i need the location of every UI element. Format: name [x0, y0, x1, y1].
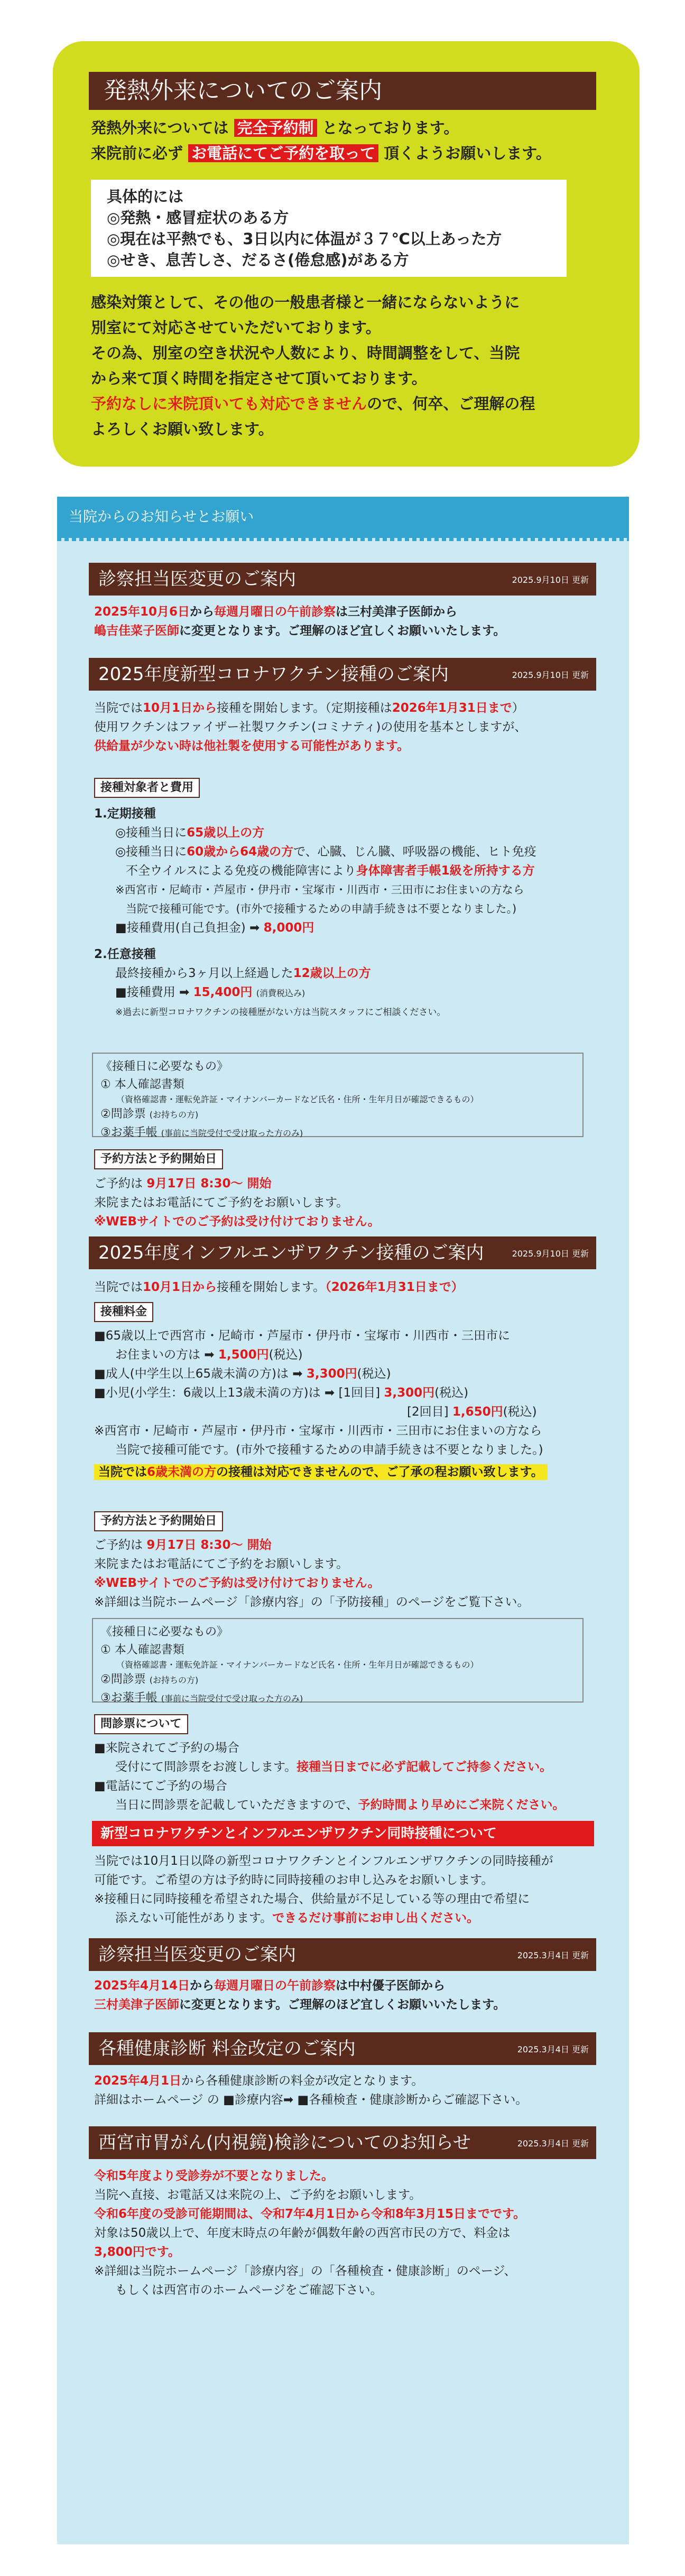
notice-date: 2025.9月10日 更新 [512, 670, 589, 680]
phone-reservation-highlight: お電話にてご予約を取って [188, 144, 378, 162]
notice-doctor-change-bar [89, 563, 596, 596]
flu-required-items-box: 《接種日に必要なもの》 ① 本人確認書類 （資格確認書・運転免許証・マイナンバーカードなど氏名・住所・生年月日が確認できるもの） ②問診票 (お持ちの方) ③お薬手帳 (事前に当院受付で受け取った方のみ) [92, 1618, 584, 1703]
covid-routine-fee: 8,000円 [263, 921, 314, 935]
fever-criteria-title: 具体的には [107, 188, 184, 206]
notice-body: 2025年4月14日から毎週月曜日の午前診察は中村優子医師から 三村美津子医師に変更となります。ご理解のほど宜しくお願いいたします。 [94, 1979, 506, 2012]
notice-flu-vaccine-bar [89, 1236, 596, 1269]
covid-reservation-info: ご予約は 9月17日 8:30～ 開始 来院またはお電話にてご予約をお願いします。 ※WEBサイトでのご予約は受け付けておりません。 [94, 1177, 380, 1229]
notice-body: 当院では10月1日から接種を開始します。（定期接種は2026年1月31日まで） 使用ワクチンはファイザー社製ワクチン(コミナティ)の使用を基本としますが、 供給量が少ない時は他社製を使用する可能性があります。 [94, 701, 527, 753]
fever-criteria-item: ◎現在は平熱でも、3日以内に体温が３７℃以上あった方 [107, 230, 502, 248]
notice-date: 2025.3月4日 更新 [517, 2044, 589, 2054]
fever-clinic-title: 発熱外来についてのご案内 [89, 72, 596, 110]
reservation-subheading: 予約方法と予約開始日 [94, 1149, 223, 1169]
reservation-only-highlight: 完全予約制 [234, 119, 317, 137]
fever-criteria-item: ◎せき、息苦しさ、だるさ(倦怠感)がある方 [107, 251, 409, 269]
notice-date: 2025.9月10日 更新 [512, 1249, 589, 1259]
notice-date: 2025.3月4日 更新 [517, 1950, 589, 1960]
notice-body: 当院では10月1日から接種を開始します。（2026年1月31日まで） [94, 1280, 464, 1294]
fever-clinic-intro: 発熱外来については 完全予約制 となっております。 来院前に必ず お電話にてご予約を取って 頂くようお願いします。 [91, 119, 551, 162]
eligibility-list: 1.定期接種 ◎接種当日に65歳以上の方 ◎接種当日に60歳から64歳の方で、心臓、じん臓、呼吸器の機能、ヒト免疫 不全ウイルスによる免疫の機能障害により身体障害者手帳1級を所持する方 ※西宮市・尼崎市・芦屋市・伊丹市・宝塚市・川西市・三田市にお住まいの方なら 当院で接種可能です。(市外で接種するための申請手続きは不要となりました。) ■接種費用(自己負担金) ➡ 8,000円 2.任意接種 最終接種から3ヶ月以上経過した12歳以上の方 ■接種費用 ➡ 15,400円 (消費税込み) ※過去に新型コロナワクチンの接種歴がない方は当院スタッフにご相談ください。 [94, 807, 536, 1018]
flu-fee-list: ■65歳以上で西宮市・尼崎市・芦屋市・伊丹市・宝塚市・川西市・三田市に お住まいの方は ➡ 1,500円(税込) ■成人(中学生以上65歳未満の方)は ➡ 3,300円(税込) ■小児(小学生：6歳以上13歳未満の方)は ➡ [1回目] 3,300円(税込) [2回目] 1,650円(税込) ※西宮市・尼崎市・芦屋市・伊丹市・宝塚市・川西市・三田市にお住まいの方なら 当院で接種可能です。(市外で接種するための申請手続きは不要となりました。) 当院では6歳未満の方の接種は対応できませんので、ご了承の程お願い致します。 [94, 1326, 596, 1482]
simultaneous-vaccination-heading: 新型コロナワクチンとインフルエンザワクチン同時接種について [92, 1821, 594, 1846]
notice-date: 2025.9月10日 更新 [512, 575, 589, 585]
notice-title: 西宮市胃がん(内視鏡)検診についてのお知らせ [98, 2132, 471, 2153]
notice-title: 2025年度インフルエンザワクチン接種のご案内 [98, 1242, 484, 1263]
notice-title: 診察担当医変更のご案内 [98, 1944, 296, 1965]
notice-gastric-cancer-bar [89, 2126, 596, 2159]
reservation-subheading: 予約方法と予約開始日 [94, 1511, 223, 1531]
simultaneous-vaccination-info: 当院では10月1日以降の新型コロナワクチンとインフルエンザワクチンの同時接種が 可能です。ご希望の方は予約時に同時接種のお申し込みをお願いします。 ※接種日に同時接種を希望された場合、供給量が不足している等の理由で希望に 添えない可能性があります。できるだけ事前にお申し出ください。 [94, 1854, 553, 1925]
notice-header: 当院からのお知らせとお願い [57, 497, 629, 538]
notice-body: 2025年10月6日から毎週月曜日の午前診察は三村美津子医師から 嶋吉佳菜子医師に変更となります。ご理解のほど宜しくお願いいたします。 [94, 605, 506, 638]
questionnaire-info: ■来院されてご予約の場合 受付にて問診票をお渡しします。接種当日までに必ず記載してご持参ください。 ■電話にてご予約の場合 当日に問診票を記載していただきますので、予約時間より早めにご来院ください。 [94, 1741, 565, 1812]
questionnaire-subheading: 問診票について [94, 1714, 188, 1734]
fever-criteria-item: ◎発熱・感冒症状のある方 [107, 209, 289, 227]
notice-title: 各種健康診断 料金改定のご案内 [98, 2038, 356, 2059]
notice-body: 令和5年度より受診券が不要となりました。 当院へ直接、お電話又は来院の上、ご予約をお願いします。 令和6年度の受診可能期間は、令和7年4月1日から令和8年3月15日までです。 対象は50歳以上で、年度末時点の年齢が偶数年齢の西宮市民の方で、料金は 3,800円です。 ※詳細は当院ホームページ「診療内容」の「各種検査・健康診断」のページ、 もしくは西宮市のホームページをご確認下さい。 [94, 2169, 526, 2297]
notice-covid-vaccine-bar [89, 658, 596, 691]
notice-title: 診察担当医変更のご案内 [98, 569, 296, 590]
notice-doctor-change-bar [89, 1938, 596, 1971]
notice-body: 2025年4月1日から各種健康診断の料金が改定となります。 詳細はホームページ の ■診療内容➡ ■各種検査・健康診断からご確認下さい。 [94, 2074, 528, 2107]
notice-title: 2025年度新型コロナワクチン接種のご案内 [98, 664, 449, 685]
fever-clinic-card [53, 41, 640, 467]
under-six-notice: 当院では6歳未満の方の接種は対応できませんので、ご了承の程お願い致します。 [94, 1464, 548, 1480]
flu-fee-subheading: 接種料金 [94, 1302, 153, 1322]
covid-required-items-box: 《接種日に必要なもの》 ① 本人確認書類 （資格確認書・運転免許証・マイナンバーカードなど氏名・住所・生年月日が確認できるもの） ②問診票 (お持ちの方) ③お薬手帳 (事前に当院受付で受け取った方のみ) [92, 1053, 584, 1137]
notice-section [57, 497, 629, 2544]
fever-clinic-policy: 感染対策として、その他の一般患者様と一緒にならないように 別室にて対応させていただいております。 その為、別室の空き状況や人数により、時間調整をして、当院 から来て頂く時間を指定させて頂いております。 予約なしに来院頂いても対応できませんので、何卒、ご理解の程 よろしくお願い致します。 [91, 293, 535, 438]
notice-checkup-fee-bar [89, 2032, 596, 2065]
notice-date: 2025.3月4日 更新 [517, 2138, 589, 2149]
no-walk-in-warning: 予約なしに来院頂いても対応できません [91, 395, 367, 413]
fever-criteria-box [91, 180, 567, 277]
flu-reservation-info: ご予約は 9月17日 8:30～ 開始 来院またはお電話にてご予約をお願いします。 ※WEBサイトでのご予約は受け付けておりません。 ※詳細は当院ホームページ「診療内容」の「予防接種」のページをご覧下さい。 [94, 1538, 530, 1609]
covid-optional-fee: 15,400円 [193, 985, 253, 999]
eligibility-subheading: 接種対象者と費用 [94, 778, 200, 798]
